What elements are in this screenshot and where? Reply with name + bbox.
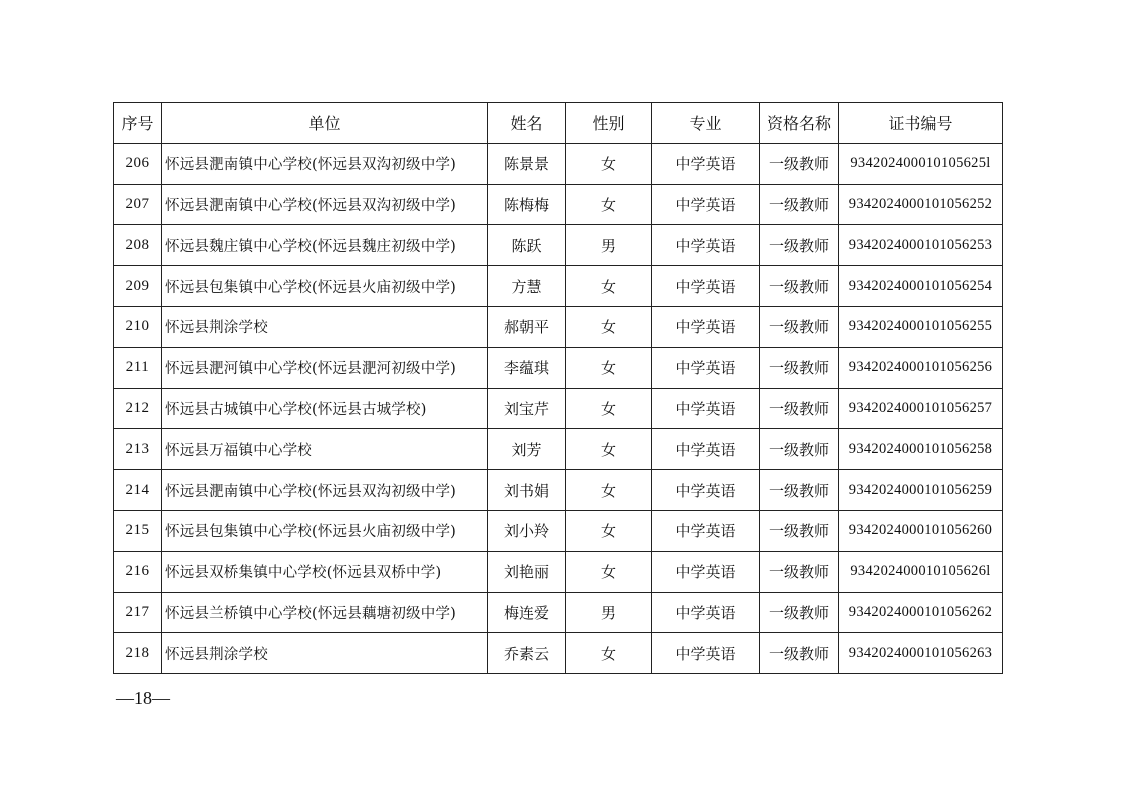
cell-certificate-no: 9342024000101056263: [839, 633, 1003, 674]
cell-subject: 中学英语: [652, 347, 760, 388]
cell-certificate-no: 9342024000101056258: [839, 429, 1003, 470]
cell-gender: 女: [566, 551, 652, 592]
cell-subject: 中学英语: [652, 388, 760, 429]
cell-qualification: 一级教师: [760, 347, 839, 388]
cell-name: 陈跃: [488, 225, 566, 266]
table-row: [114, 184, 1003, 225]
cell-index: 211: [114, 347, 162, 388]
cell-subject: 中学英语: [652, 551, 760, 592]
table-row: [114, 470, 1003, 511]
cell-index: 218: [114, 633, 162, 674]
table-row: [114, 266, 1003, 307]
cell-qualification: 一级教师: [760, 143, 839, 184]
cell-unit: 怀远县淝河镇中心学校(怀远县淝河初级中学): [162, 347, 488, 388]
cell-certificate-no: 9342024000101056257: [839, 388, 1003, 429]
cell-gender: 女: [566, 510, 652, 551]
cell-gender: 女: [566, 633, 652, 674]
header-gender: 性别: [566, 103, 652, 144]
cell-qualification: 一级教师: [760, 266, 839, 307]
cell-gender: 女: [566, 388, 652, 429]
cell-gender: 女: [566, 143, 652, 184]
cell-name: 李蕴琪: [488, 347, 566, 388]
cell-gender: 女: [566, 429, 652, 470]
table-row: [114, 306, 1003, 347]
cell-certificate-no: 9342024000101056256: [839, 347, 1003, 388]
cell-index: 214: [114, 470, 162, 511]
cell-name: 刘书娟: [488, 470, 566, 511]
cell-name: 刘宝芹: [488, 388, 566, 429]
cell-unit: 怀远县兰桥镇中心学校(怀远县藕塘初级中学): [162, 592, 488, 633]
table-row: [114, 143, 1003, 184]
cell-gender: 女: [566, 184, 652, 225]
cell-name: 方慧: [488, 266, 566, 307]
table-header-row: [114, 103, 1003, 144]
cell-qualification: 一级教师: [760, 592, 839, 633]
cell-name: 刘小羚: [488, 510, 566, 551]
cell-qualification: 一级教师: [760, 306, 839, 347]
cell-certificate-no: 9342024000101056253: [839, 225, 1003, 266]
cell-certificate-no: 9342024000101056260: [839, 510, 1003, 551]
cell-certificate-no: 934202400010105626l: [839, 551, 1003, 592]
cell-certificate-no: 9342024000101056254: [839, 266, 1003, 307]
cell-subject: 中学英语: [652, 510, 760, 551]
header-unit: 单位: [162, 103, 488, 144]
teacher-roster-table: [113, 102, 1003, 674]
cell-qualification: 一级教师: [760, 429, 839, 470]
cell-gender: 女: [566, 306, 652, 347]
cell-index: 207: [114, 184, 162, 225]
cell-qualification: 一级教师: [760, 184, 839, 225]
header-name: 姓名: [488, 103, 566, 144]
table-row: [114, 388, 1003, 429]
cell-index: 206: [114, 143, 162, 184]
table-row: [114, 551, 1003, 592]
header-subject: 专业: [652, 103, 760, 144]
cell-certificate-no: 9342024000101056259: [839, 470, 1003, 511]
cell-gender: 女: [566, 470, 652, 511]
table-row: [114, 510, 1003, 551]
cell-index: 216: [114, 551, 162, 592]
cell-name: 郝朝平: [488, 306, 566, 347]
table-row: [114, 592, 1003, 633]
table-row: [114, 225, 1003, 266]
cell-certificate-no: 934202400010105625l: [839, 143, 1003, 184]
cell-unit: 怀远县万福镇中心学校: [162, 429, 488, 470]
table-body: [114, 143, 1003, 673]
cell-name: 刘艳丽: [488, 551, 566, 592]
cell-gender: 男: [566, 225, 652, 266]
cell-qualification: 一级教师: [760, 388, 839, 429]
cell-qualification: 一级教师: [760, 470, 839, 511]
cell-subject: 中学英语: [652, 429, 760, 470]
cell-name: 陈景景: [488, 143, 566, 184]
cell-index: 208: [114, 225, 162, 266]
cell-index: 215: [114, 510, 162, 551]
cell-index: 213: [114, 429, 162, 470]
cell-qualification: 一级教师: [760, 633, 839, 674]
cell-unit: 怀远县荆涂学校: [162, 306, 488, 347]
cell-unit: 怀远县双桥集镇中心学校(怀远县双桥中学): [162, 551, 488, 592]
table-row: [114, 347, 1003, 388]
cell-qualification: 一级教师: [760, 510, 839, 551]
cell-certificate-no: 9342024000101056262: [839, 592, 1003, 633]
cell-certificate-no: 9342024000101056255: [839, 306, 1003, 347]
cell-name: 刘芳: [488, 429, 566, 470]
cell-subject: 中学英语: [652, 470, 760, 511]
cell-gender: 女: [566, 347, 652, 388]
cell-index: 210: [114, 306, 162, 347]
cell-subject: 中学英语: [652, 184, 760, 225]
header-index: 序号: [114, 103, 162, 144]
cell-name: 陈梅梅: [488, 184, 566, 225]
cell-unit: 怀远县淝南镇中心学校(怀远县双沟初级中学): [162, 184, 488, 225]
cell-unit: 怀远县包集镇中心学校(怀远县火庙初级中学): [162, 266, 488, 307]
cell-name: 乔素云: [488, 633, 566, 674]
cell-certificate-no: 9342024000101056252: [839, 184, 1003, 225]
cell-unit: 怀远县荆涂学校: [162, 633, 488, 674]
table-row: [114, 429, 1003, 470]
cell-subject: 中学英语: [652, 143, 760, 184]
header-qualification: 资格名称: [760, 103, 839, 144]
cell-subject: 中学英语: [652, 266, 760, 307]
cell-subject: 中学英语: [652, 306, 760, 347]
cell-name: 梅连爱: [488, 592, 566, 633]
cell-unit: 怀远县包集镇中心学校(怀远县火庙初级中学): [162, 510, 488, 551]
cell-qualification: 一级教师: [760, 551, 839, 592]
cell-unit: 怀远县古城镇中心学校(怀远县古城学校): [162, 388, 488, 429]
header-certificate-no: 证书编号: [839, 103, 1003, 144]
cell-subject: 中学英语: [652, 225, 760, 266]
cell-index: 212: [114, 388, 162, 429]
cell-index: 217: [114, 592, 162, 633]
cell-subject: 中学英语: [652, 592, 760, 633]
cell-subject: 中学英语: [652, 633, 760, 674]
cell-qualification: 一级教师: [760, 225, 839, 266]
page-number: —18—: [116, 688, 170, 708]
table-row: [114, 633, 1003, 674]
cell-index: 209: [114, 266, 162, 307]
cell-gender: 女: [566, 266, 652, 307]
cell-unit: 怀远县淝南镇中心学校(怀远县双沟初级中学): [162, 143, 488, 184]
cell-gender: 男: [566, 592, 652, 633]
cell-unit: 怀远县淝南镇中心学校(怀远县双沟初级中学): [162, 470, 488, 511]
cell-unit: 怀远县魏庄镇中心学校(怀远县魏庄初级中学): [162, 225, 488, 266]
